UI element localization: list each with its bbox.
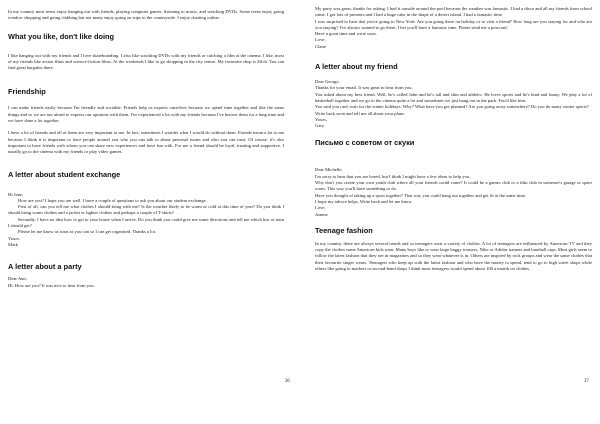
exchange-letter-line: How are you? I hope you are well. I have a couple of questions to ask you about our student exchange.	[18, 197, 207, 203]
section-heading-boredom-letter: Письмо с советом от скуки	[315, 138, 415, 148]
exchange-letter-closing: Yours,	[8, 235, 20, 241]
party-letter-line: Hi. How are you? It was nice to hear from you.	[8, 282, 95, 288]
left-page-column	[8, 9, 284, 289]
boredom-letter-line: Have you thought of taking up a sport together? That way you could hang out together and get fit at the same time.	[315, 192, 527, 198]
friendship-paragraph-1: I can make friends easily because I'm friendly and sociable. Friends help us express ourselves because we spend time together and like the same things and so we are not afraid to express our opinions with them. I've experienced a lot with my friends because I've known them for a long time and we have done a lot together.	[8, 105, 284, 124]
friend-letter-line: You said you can't wait for the winter holidays. Why? What have you got planned? Are you going away somewhere? Do you do many winter sports?	[315, 104, 589, 110]
page-number-right: 37	[584, 379, 589, 384]
exchange-letter-line: Secondly, I have no idea how to get to your house when I arrive. Do you think you could give me some directions and tell me which bus or train I should get?	[8, 216, 284, 229]
friend-letter-greeting: Dear George,	[315, 79, 340, 85]
boredom-letter-signature: Joanne	[315, 211, 328, 217]
fashion-paragraph: In my country, there are always several trends and so teenagers wear a variety of clothes. A lot of teenagers are influenced by American TV and they copy the clothes some American kids wear. Many boys like to wear large baggy trousers, Nike or Adidas trainers and baseball caps. Most girls seem to follow the latest fashion that they see in magazines and so they wear whatever is in. Others are inspired by rock groups and wear the same clothes that their favourite singer wears. Teenagers who keep up with the latest fashion and who have the money to spend, tend to go to high street shops while others like going to markets or second-hand shops I think most teenagers would spend about 100 a month on clothes.	[315, 240, 593, 272]
party-letter-signature: Claire	[315, 43, 327, 49]
boredom-letter-line: I hope my advice helps. Write back and let me know.	[315, 198, 413, 204]
exchange-letter-signature: Mark	[8, 241, 18, 247]
party-letter-continued: My party was great, thanks for asking. I had it outside around the pool because the weather was fantastic. I had a disco and all my friends from school came. I got lots of presents and I had a huge cake in the shape of a desert island. I had a fantastic time.	[315, 6, 592, 18]
section-heading-student-exchange: A letter about student exchange	[8, 169, 121, 179]
section-heading-friendship: Friendship	[8, 87, 46, 97]
friendship-paragraph-2: I have a lot of friends and all of them are very important to me. In fact, sometimes I wonder what I would do without them. Friends mean a lot to me because I think it is important to have people around you who you can talk to about personal issues and who you can trust. Of course, it's also important to have friends with whom you can share new experiences and have fun with. For me a friend should be loyal, trusting and supportive. I usually go to the cinema with my friends or play video games.	[8, 130, 284, 155]
right-page-column	[315, 6, 592, 272]
exchange-letter-line: Please let me know as soon as you can so I can get organised. Thanks a lot.	[18, 229, 157, 235]
exchange-letter-line: First of all, can you tell me what clothes I should bring with me? Is the weather likely to be warm or cold at this time of year? Do you think I should bring warm clothes and a jacket or lighter clothes and perhaps a couple of T-shirts?	[8, 204, 284, 216]
right-page	[300, 0, 600, 424]
section-heading-friend-letter: A letter about my friend	[315, 62, 398, 72]
section-heading-party-letter: A letter about a party	[8, 262, 82, 272]
boredom-letter-line: I'm sorry to hear that you are bored, but I think I might have a few ideas to help you.	[315, 173, 471, 179]
party-letter-continued: I was surprised to hear that you're going to New York. Are you going there on holiday or to visit a friend? How long are you staying for and who are you staying? I've always wanted to go there. I bet you'll have a fantastic time. Please send me a postcard.	[315, 18, 592, 30]
party-letter-continued: Have a great time and write soon.	[315, 31, 377, 37]
exchange-letter-greeting: Hi Jane,	[8, 191, 24, 197]
boredom-letter-greeting: Dear Michelle,	[315, 167, 343, 173]
friend-letter-line: Write back soon and tell me all about your plans.	[315, 110, 406, 116]
boredom-letter-line: Why don't you create your own youth club where all your friends could come? It could be a games club or a film club in someone's garage or spare room. This way you'll have something to do.	[315, 180, 592, 192]
party-letter-greeting: Dear Ann,	[8, 276, 27, 282]
friend-letter-signature: Gary	[315, 123, 325, 129]
section-heading-likes: What you like, don't like doing	[8, 31, 115, 41]
party-letter-closing: Love,	[315, 37, 326, 43]
friend-letter-closing: Yours,	[315, 116, 327, 122]
likes-paragraph: I like hanging out with my friends and I love skateboarding. I also like watching DVDs with my friends or catching a film at the cinema. I like, most of my friends like action films and science-fiction films. At the weekends I like to go shopping in the city centre. My favourite shop is Zilch. You can find great bargains there.	[8, 52, 284, 71]
boredom-letter-closing: Love,	[315, 205, 326, 211]
intro-paragraph: In my country most teens enjoy hanging out with friends, playing computer games, listening to music, and watching DVDs. Some teens enjoy going window shopping and going clubbing but not many enjoy going on trips to the countryside. I enjoy chatting online.	[8, 9, 284, 21]
section-heading-teenage-fashion: Teenage fashion	[315, 225, 373, 235]
friend-letter-line: You asked about my best friend. Well, he's called John and he's tall and slim and athletic. He loves sports and he's kind and funny. We play a lot of basketball together and we go to the cinema quite a lot and sometimes we just hang out in the park. You'd like him.	[315, 91, 592, 103]
friend-letter-line: Thanks for your email. It was great to hear from you.	[315, 85, 413, 91]
page-number-left: 36	[285, 379, 290, 384]
